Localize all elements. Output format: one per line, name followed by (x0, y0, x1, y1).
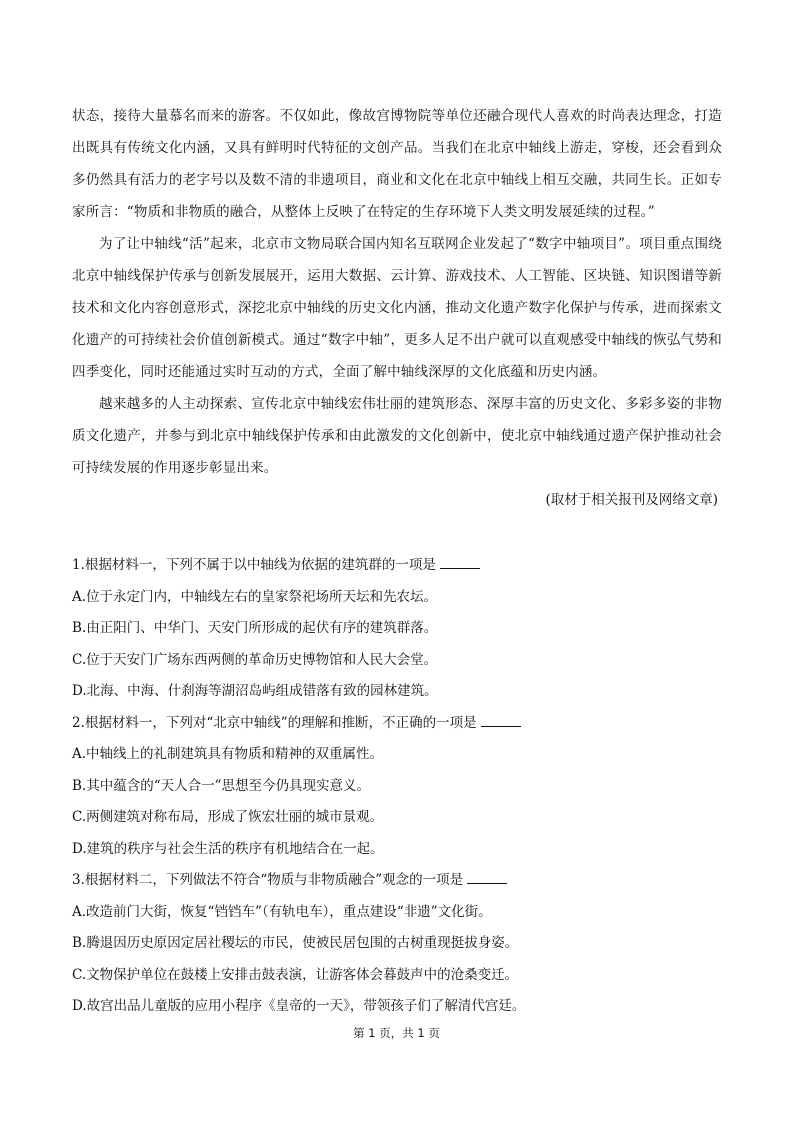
answer-blank (440, 554, 480, 569)
option-c: C.文物保护单位在鼓楼上安排击鼓表演，让游客体会暮鼓声中的沧桑变迁。 (72, 966, 519, 983)
document-content (72, 100, 722, 1023)
option-a: A.位于永定门内，中轴线左右的皇家祭祀场所天坛和先农坛。 (72, 588, 438, 605)
answer-blank (467, 869, 507, 884)
page-footer: 第 1 页，共 1 页 (353, 1026, 440, 1040)
article-paragraph-2: 为了让中轴线“活”起来，北京市文物局联合国内知名互联网企业发起了“数字中轴项目”。项目重点围绕北京中轴线保护传承与创新发展展开，运用大数据、云计算、游戏技术、人工智能、区块链、知识图谱等新技术和文化内容创意形式，深挖北京中轴线的历史文化内涵，推动文化遗产数字化保护与传承，进而探索文化遗产的可持续社会价值创新模式。通过“数字中轴”，更多人足不出户就可以直观感受中轴线的恢弘气势和四季变化，同时还能通过实时互动的方式，全面了解中轴线深厚的文化底蕴和历史内涵。 (72, 236, 722, 380)
option-c: C.位于天安门广场东西两侧的革命历史博物馆和人民大会堂。 (72, 651, 438, 668)
question-list (72, 550, 722, 1023)
article-paragraph-3: 越来越多的人主动探索、宣传北京中轴线宏伟壮丽的建筑形态、深厚丰富的历史文化、多彩多姿的非物质文化遗产，并参与到北京中轴线保护传承和由此激发的文化创新中，使北京中轴线通过遗产保护推动社会可持续发展的作用逐步彰显出来。 (72, 396, 722, 476)
question-stem (72, 865, 722, 897)
option-a: A.改造前门大街，恢复“铛铛车”（有轨电车），重点建设“非遗”文化街。 (72, 903, 492, 920)
article-paragraph-1: 状态，接待大量慕名而来的游客。不仅如此，像故宫博物院等单位还融合现代人喜欢的时尚表达理念，打造出既具有传统文化内涵，又具有鲜明时代特征的文创产品。当我们在北京中轴线上游走，穿梭，还会看到众多仍然具有活力的老字号以及数不清的非遗项目，商业和文化在北京中轴线上相互交融，共同生长。正如专家所言：“物质和非物质的融合，从整体上反映了在特定的生存环境下人类文明发展延续的过程。” (72, 108, 722, 220)
article-source: (取材于相关报刊及网络文章) (545, 492, 718, 508)
question-1 (72, 550, 722, 708)
question-stem-text: 2.根据材料一，下列对“北京中轴线”的理解和推断，不正确的一项是 (72, 714, 477, 731)
option-a: A.中轴线上的礼制建筑具有物质和精神的双重属性。 (72, 746, 384, 762)
option-d: D.故宫出品儿童版的应用小程序《皇帝的一天》，带领孩子们了解清代宫廷。 (72, 998, 526, 1014)
question-stem-text: 1.根据材料一，下列不属于以中轴线为依据的建筑群的一项是 (72, 557, 436, 573)
option-b: B.其中蕴含的“天人合一”思想至今仍具现实意义。 (72, 777, 371, 794)
option-d: D.建筑的秩序与社会生活的秩序有机地结合在一起。 (72, 840, 384, 857)
option-b: B.由正阳门、中华门、天安门所形成的起伏有序的建筑群落。 (72, 620, 438, 636)
option-b: B.腾退因历史原因定居社稷坛的市民，使被民居包围的古树重现挺拔身姿。 (72, 935, 519, 951)
question-stem (72, 550, 722, 582)
option-c: C.两侧建筑对称布局，形成了恢宏壮丽的城市景观。 (72, 809, 384, 825)
question-stem (72, 708, 722, 740)
question-3 (72, 865, 722, 1023)
question-2 (72, 708, 722, 866)
option-d: D.北海、中海、什刹海等湖沼岛屿组成错落有致的园林建筑。 (72, 683, 438, 699)
answer-blank (481, 712, 521, 727)
question-stem-text: 3.根据材料二，下列做法不符合“物质与非物质融合”观念的一项是 (72, 872, 464, 888)
